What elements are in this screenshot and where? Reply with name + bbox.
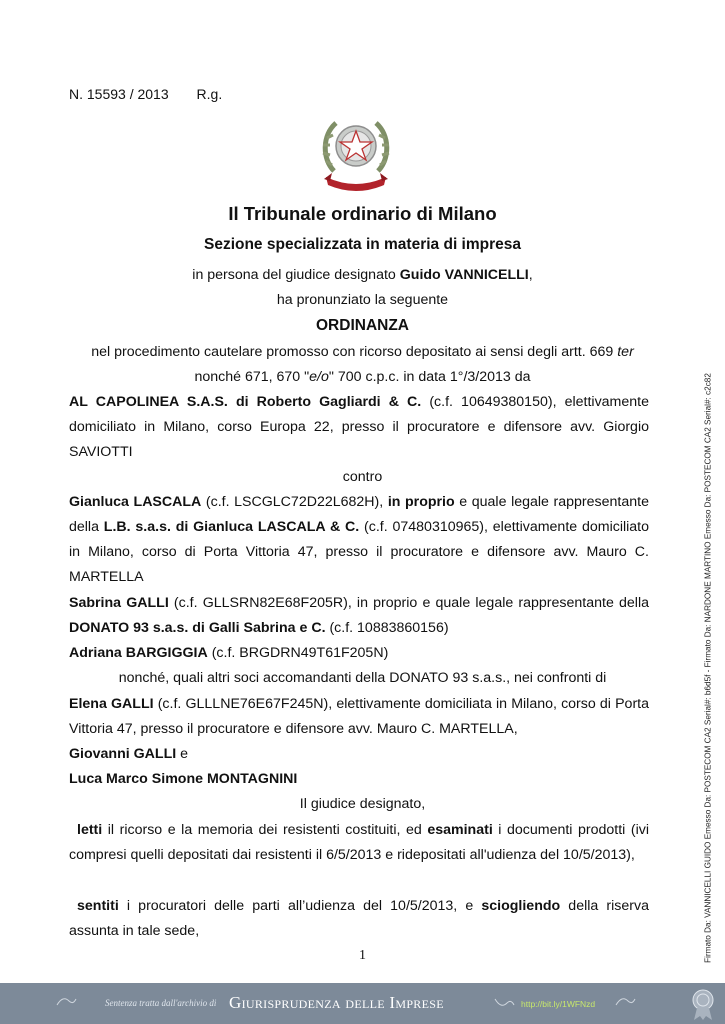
party-sabrina-galli: Sabrina GALLI (c.f. GLLSRN82E68F205R), in proprio e quale legale rappresentante della DONATO 93 s.a.s. di Galli Sabrina e C. (c.f. 10883860156) — [69, 595, 649, 636]
party-elena-galli: Elena GALLI (c.f. GLLLNE76E67F245N), elettivamente domiciliata in Milano, corso di Porta Vittoria 47, presso il procuratore e difensore avv. Mauro C. MARTELLA, — [69, 696, 650, 737]
party-bargiggia: Adriana BARGIGGIA (c.f. BRGDRN49T61F205N) — [69, 645, 389, 661]
contro-label: contro — [342, 469, 383, 485]
case-number: N. 15593 / 2013 — [69, 86, 169, 102]
case-number-line — [69, 86, 246, 102]
footer-link[interactable]: http://bit.ly/1WFNzd — [521, 999, 596, 1009]
other-partners-line: nonché, quali altri soci accomandanti della DONATO 93 s.a.s., nei confronti di — [118, 670, 607, 686]
procedure-line-2: nonché 671, 670 "e/o" 700 c.p.c. in data 1°/3/2013 da — [194, 369, 531, 385]
emblem-italian-republic — [320, 113, 392, 195]
party-lascala: Gianluca LASCALA (c.f. LSCGLC72D22L682H), in proprio e quale legale rappresentante della L.B. s.a.s. di Gianluca LASCALA & C. (c.f. 07480310965), elettivamente domiciliato in Milano, corso di Porta Vittoria 47, presso il procuratore e difensore avv. Mauro C. MARTELLA — [69, 494, 649, 585]
judge-name: Guido VANNICELLI — [399, 267, 529, 283]
procedure-line-1: nel procedimento cautelare promosso con ricorso depositato ai sensi degli artt. 669 ter — [91, 344, 634, 360]
paragraph-letti: letti il ricorso e la memoria dei resistenti costituiti, ed esaminati i documenti prodotti (ivi compresi quelli depositati dai resistenti il 6/5/2013 e ridepositati all'udienza del 10/5/2013), — [69, 822, 649, 863]
party-giovanni-galli: Giovanni GALLI e — [69, 746, 189, 762]
judge-line: in persona del giudice designato Guido VANNICELLI, — [192, 267, 533, 283]
section-title: Sezione specializzata in materia di impresa — [203, 236, 522, 253]
court-title: Il Tribunale ordinario di Milano — [228, 203, 497, 224]
judge-designated-line: Il giudice designato, — [299, 796, 426, 812]
paragraph-sentiti: sentiti i procuratori delle parti all’udienza del 10/5/2013, e sciogliendo della riserva assunta in tale sede, — [69, 898, 649, 939]
party-montagnini: Luca Marco Simone MONTAGNINI — [69, 771, 298, 787]
party-plaintiff: AL CAPOLINEA S.A.S. di Roberto Gagliardi & C. (c.f. 10649380150), elettivamente domiciliato in Milano, corso Europa 22, presso il procuratore e difensore avv. Giorgio SAVIOTTI — [69, 394, 649, 460]
archive-text: Sentenza tratta dall'archivio di — [105, 998, 217, 1008]
swirl-ornament-icon — [493, 993, 515, 1011]
swirl-ornament-icon — [614, 993, 636, 1011]
pronounced-line: ha pronunziato la seguente — [276, 292, 449, 308]
footer-band — [0, 983, 725, 1024]
rg-label: R.g. — [196, 86, 223, 102]
brand-name: Giurisprudenza delle Imprese — [229, 993, 444, 1012]
doc-type-title: ORDINANZA — [316, 317, 409, 334]
swirl-ornament-icon — [55, 993, 77, 1011]
digital-signature-text: Firmato Da: VANNICELLI GUIDO Emesso Da: POSTECOM CA2 Serial#: b6d5f - Firmato Da: NARDONE MARTINO Emesso Da: POSTECOM CA2 Serial#: c2c82 — [703, 373, 713, 963]
page-number: 1 — [359, 948, 366, 963]
seal-badge-icon — [688, 987, 718, 1021]
digital-signature-band — [697, 358, 719, 978]
